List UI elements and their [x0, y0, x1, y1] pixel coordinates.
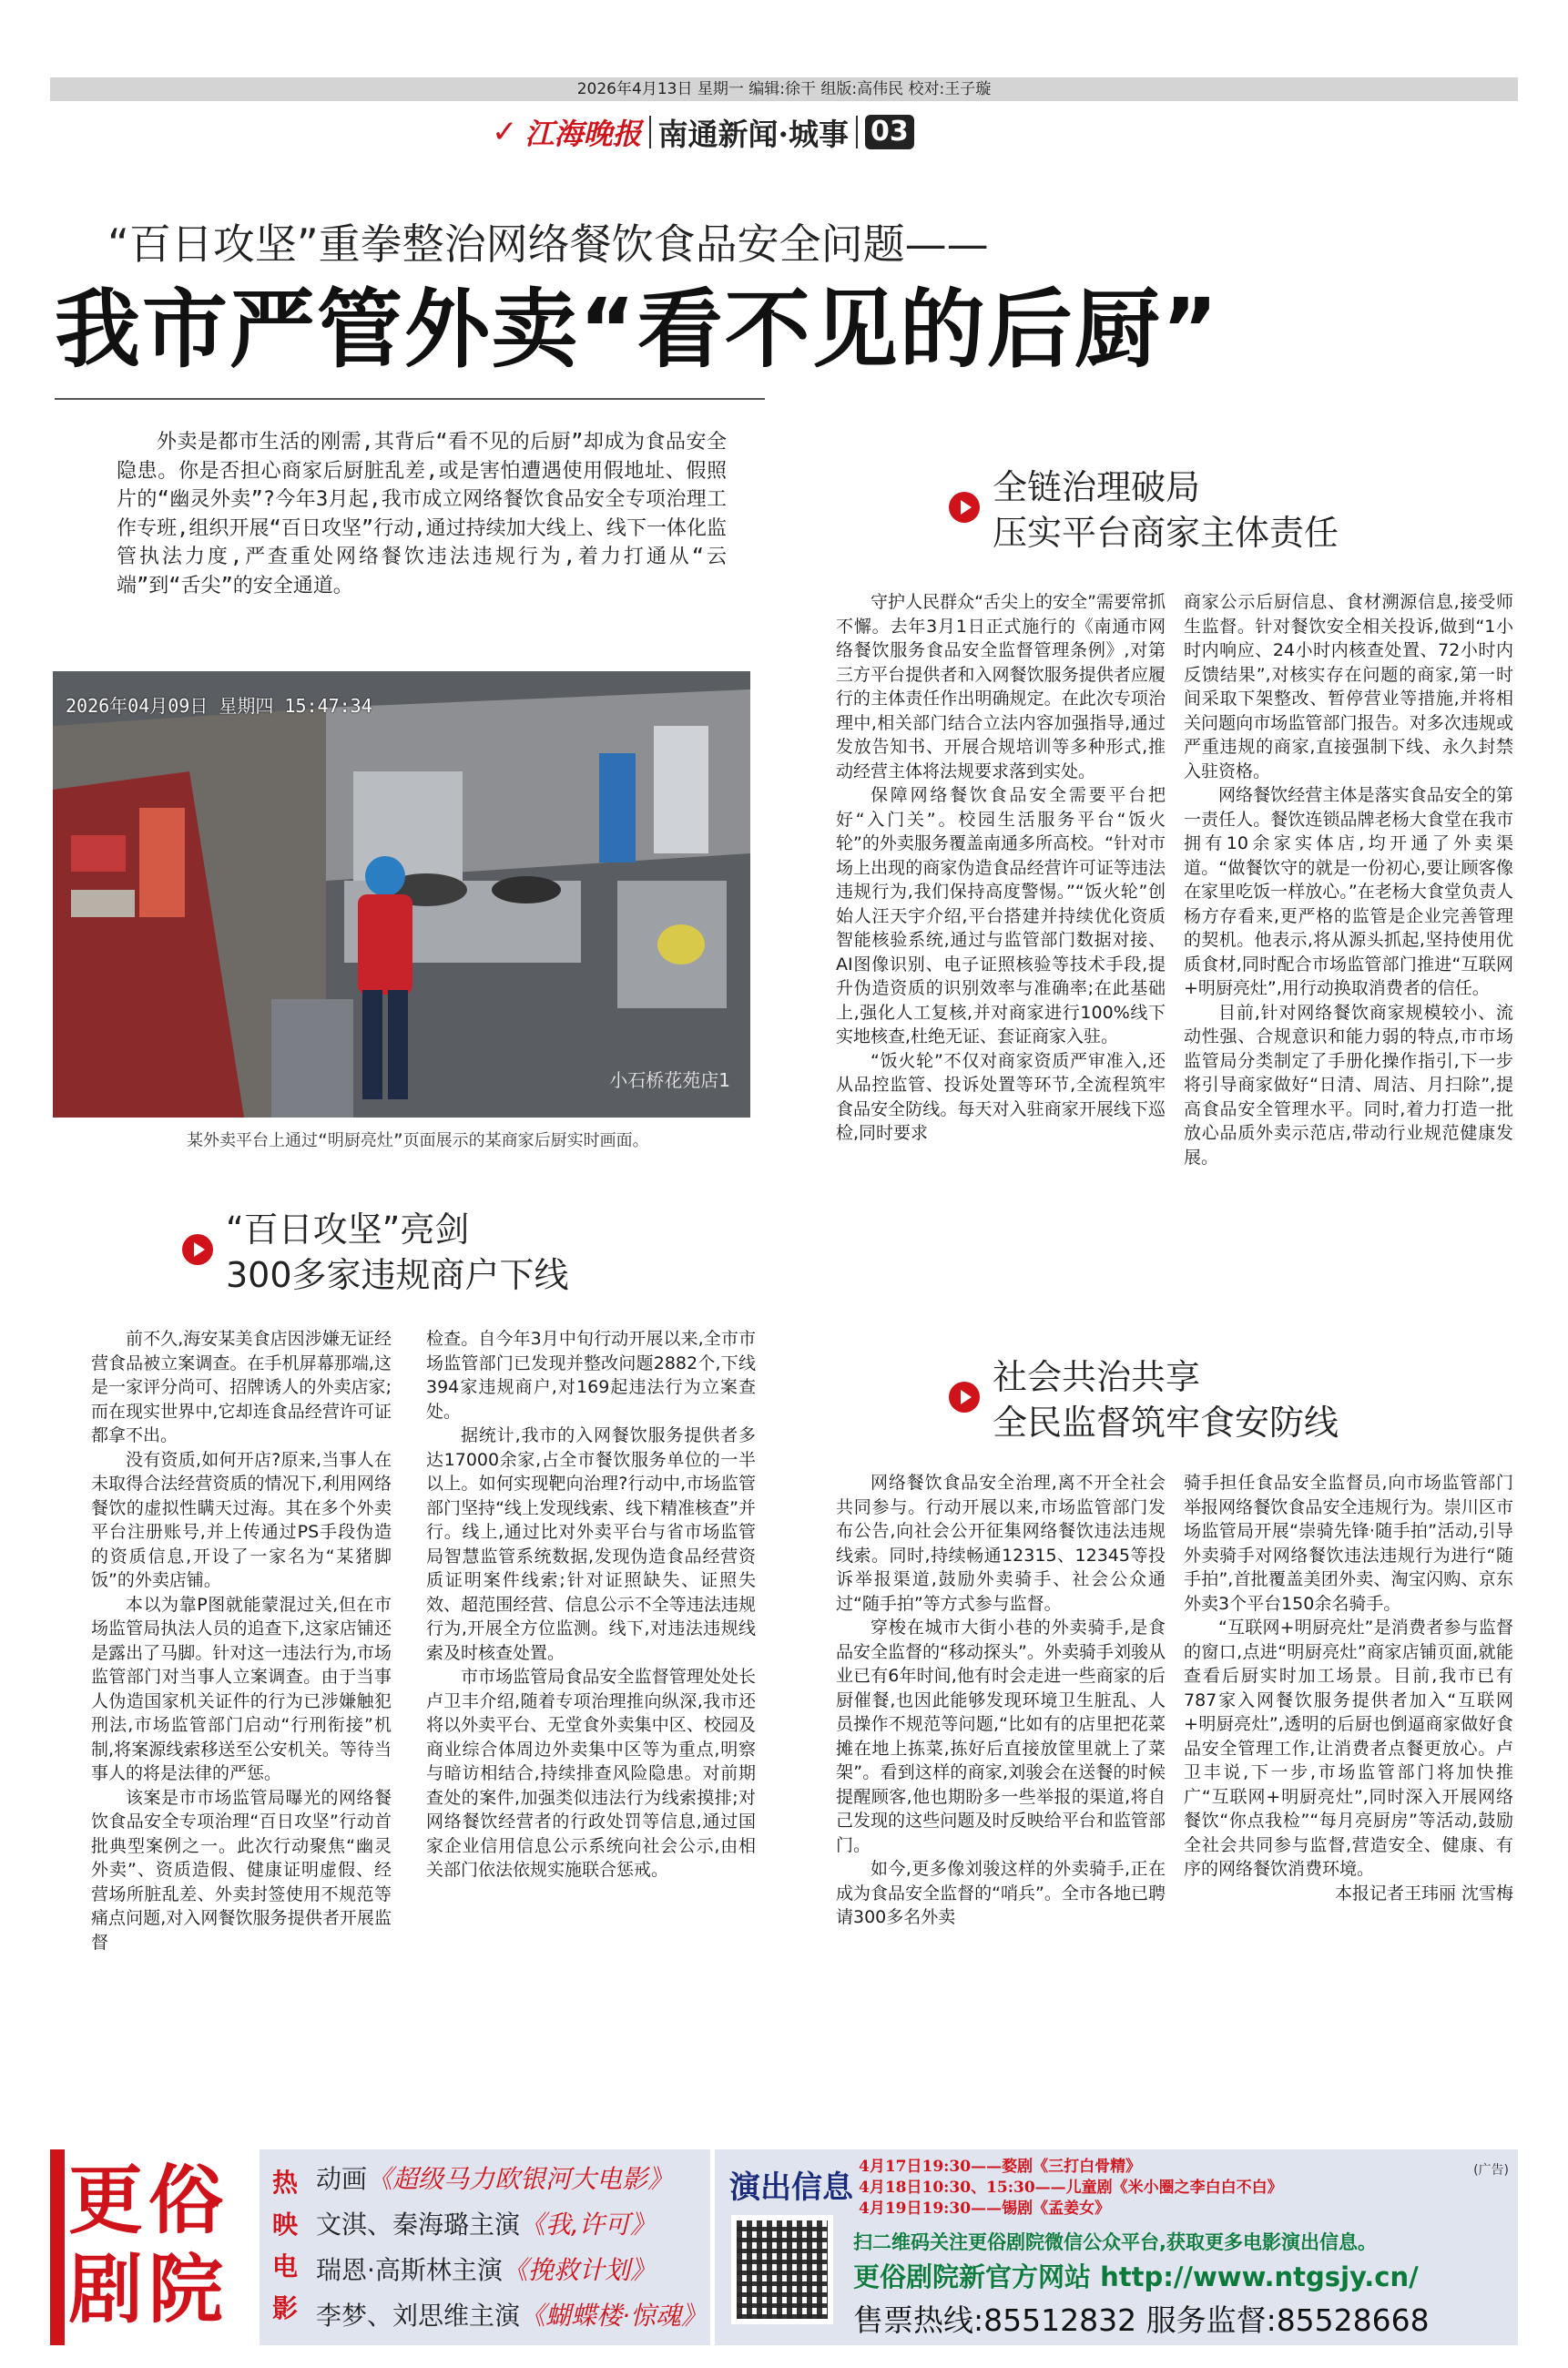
page-number: 03	[865, 115, 914, 149]
section-heading-line: 300多家违规商户下线	[226, 1255, 569, 1295]
shows-title: 演出信息	[729, 2169, 853, 2206]
paragraph: 商家公示后厨信息、食材溯源信息,接受师生监督。针对餐饮安全相关投诉,做到“1小时内响应、24小时内核查处置、72小时内反馈结果”,对核实存在问题的商家,第一时间采取下架整改、暂停营业等措施,并将相关问题向市场监管部门报告。对多次违规或严重违规的商家,直接强制下线、永久封禁入驻资格。	[1184, 592, 1513, 781]
show-list	[859, 2157, 1283, 2220]
website-line: 更俗剧院新官方网站 http://www.ntgsjy.cn/	[853, 2261, 1419, 2292]
section-heading-line: 全链治理破局	[993, 467, 1201, 507]
reporter-byline: 本报记者王玮丽 沈雪梅	[1334, 1883, 1513, 1904]
masthead	[492, 111, 914, 153]
photo-caption: 某外卖平台上通过“明厨亮灶”页面展示的某商家后厨实时画面。	[187, 1131, 649, 1150]
section-heading-text	[226, 1207, 569, 1298]
paragraph: 没有资质,如何开店?原来,当事人在未取得合法经营资质的情况下,利用网络餐饮的虚拟性瞒天过海。其在多个外卖平台注册账号,并上传通过PS手段伪造的资质信息,开设了一家名为“某猪脚饭”的外卖店铺。	[91, 1449, 392, 1590]
paragraph: 本以为靠P图就能蒙混过关,但在市场监管局执法人员的追查下,这家店铺还是露出了马脚。针对这一违法行为,市场监管部门对当事人立案调查。由于当事人伪造国家机关证件的行为已涉嫌触犯刑法,市场监管部门启动“行刑衔接”机制,将案源线索移送至公安机关。等待当事人的将是法律的严惩。	[91, 1594, 392, 1783]
theater-name-line: 更俗	[68, 2158, 229, 2244]
paragraph: 网络餐饮经营主体是落实食品安全的第一责任人。餐饮连锁品牌老杨大食堂在我市拥有10余家实体店,均开通了外卖渠道。“做餐饮守的就是一份初心,要让顾客像在家里吃饭一样放心。”在老杨大食堂负责人杨方存看来,更严格的监管是企业完善管理的契机。他表示,将从源头抓起,坚持使用优质食材,同时配合市场监管部门推进“互联网+明厨亮灶”,用行动换取消费者的信任。	[1184, 785, 1513, 998]
paragraph: 市市场监管局食品安全监督管理处处长卢卫丰介绍,随着专项治理推向纵深,我市还将以外卖平台、无堂食外卖集中区、校园及商业综合体周边外卖集中区等为重点,明察与暗访相结合,持续排查风险隐患。对前期查处的案件,加强类似违法行为线索摸排;对网络餐饮经营者的行政处罚等信息,通过国家企业信用信息公示系统向社会公示,由相关部门依法依规实施联合惩戒。	[426, 1667, 756, 1880]
movie-credit: 李梦、刘思维主演	[316, 2301, 521, 2331]
theater-name-line: 剧院	[68, 2247, 229, 2333]
wechat-notice: 扫二维码关注更俗剧院微信公众平台,获取更多电影演出信息。	[853, 2231, 1377, 2253]
date-editor-band: 2026年4月13日 星期一 编辑:徐干 组版:高伟民 校对:王子璇	[50, 77, 1518, 101]
section-heading-3	[949, 1354, 1339, 1445]
newspaper-name: 江海晚报	[524, 117, 642, 151]
paragraph: 检查。自今年3月中旬行动开展以来,全市市场监管部门已发现并整改问题2882个,下线394家违规商户,对169起违法行为立案查处。	[426, 1329, 756, 1422]
paragraph: 如今,更多像刘骏这样的外卖骑手,正在成为食品安全监督的“哨兵”。全市各地已聘请300多名外卖	[836, 1859, 1166, 1927]
paragraph: 前不久,海安某美食店因涉嫌无证经营食品被立案调查。在手机屏幕那端,这是一家评分尚可、招牌诱人的外卖店家;而在现实世界中,它却连食品经营许可证都拿不出。	[91, 1329, 392, 1445]
movie-item	[316, 2157, 707, 2202]
section-heading-line: 全民监督筑牢食安防线	[993, 1403, 1339, 1443]
section-heading-2	[182, 1207, 569, 1298]
play-arrow-icon	[182, 1234, 213, 1265]
hot-movies-tag: 热映电影	[272, 2168, 299, 2323]
movie-item	[316, 2293, 707, 2339]
masthead-divider	[649, 116, 651, 148]
section-2-column-1	[91, 1327, 392, 1955]
camera-watermark: 小石桥花苑店1	[609, 1069, 730, 1091]
camera-timestamp: 2026年04月09日 星期四 15:47:34	[66, 695, 372, 717]
show-item: 4月19日19:30——锡剧《孟姜女》	[859, 2200, 1111, 2218]
play-arrow-icon	[949, 1382, 980, 1413]
movie-title: 《蝴蝶楼·惊魂》	[520, 2301, 707, 2331]
movie-item	[316, 2202, 707, 2248]
movie-title: 《超级马力欧银河大电影》	[367, 2164, 674, 2194]
paragraph: 骑手担任食品安全监督员,向市场监管部门举报网络餐饮食品安全违规行为。崇川区市场监管局开展“崇骑先锋·随手拍”活动,引导外卖骑手对网络餐饮违法违规行为进行“随手拍”,首批覆盖美团外卖、淘宝闪购、京东外卖3个平台150余名骑手。	[1184, 1473, 1513, 1614]
shows-panel	[715, 2149, 1518, 2345]
paragraph: “互联网+明厨亮灶”是消费者参与监督的窗口,点进“明厨亮灶”商家店铺页面,就能查看后厨实时加工场景。目前,我市已有787家入网餐饮服务提供者加入“互联网+明厨亮灶”,透明的后厨也倒逼商家做好食品安全管理工作,让消费者点餐更放心。卢卫丰说,下一步,市场监管部门将加快推广“互联网+明厨亮灶”,同时深入开展网络餐饮“你点我检”“每月亮厨房”等活动,鼓励全社会共同参与监督,营造安全、健康、有序的网络餐饮消费环境。	[1184, 1618, 1513, 1879]
newspaper-logo-icon: ✓	[492, 114, 518, 150]
movie-list	[316, 2157, 707, 2339]
section-2-column-2	[426, 1327, 756, 1883]
theater-ad-banner	[50, 2149, 1518, 2345]
hotline-line: 售票热线:85512832 服务监督:85528668	[853, 2302, 1430, 2338]
movies-panel	[260, 2149, 710, 2345]
show-item: 4月17日19:30——婺剧《三打白骨精》	[859, 2158, 1142, 2176]
paragraph: 网络餐饮食品安全治理,离不开全社会共同参与。行动开展以来,市场监管部门发布公告,向社会公开征集网络餐饮违法违规线索。同时,持续畅通12315、12345等投诉举报渠道,鼓励外卖骑手、社会公众通过“随手拍”等方式参与监督。	[836, 1473, 1166, 1614]
movie-title: 《挽救计划》	[502, 2255, 656, 2285]
section-heading-text	[993, 1354, 1339, 1445]
masthead-divider	[856, 116, 858, 148]
theater-logo	[50, 2149, 255, 2345]
section-heading-text	[993, 464, 1339, 556]
section-heading-line: 社会共治共享	[993, 1357, 1201, 1397]
paragraph: 据统计,我市的入网餐饮服务提供者多达17000余家,占全市餐饮服务单位的一半以上。如何实现靶向治理?行动中,市场监管部门坚持“线上发现线索、线下精准核查”并行。线上,通过比对外卖平台与省市场监管局智慧监管系统数据,发现伪造食品经营资质证明案件线索;针对证照缺失、证照失效、超范围经营、信息公示不全等违法违规行为,开展全方位监测。线下,对违法违规线索及时核查处置。	[426, 1425, 756, 1663]
theater-name	[68, 2157, 229, 2335]
paragraph: 该案是市市场监管局曝光的网络餐饮食品安全专项治理“百日攻坚”行动首批典型案例之一。此次行动聚焦“幽灵外卖”、资质造假、健康证明虚假、经营场所脏乱差、外卖封签使用不规范等痛点问题,对入网餐饮服务提供者开展监督	[91, 1787, 392, 1953]
section-heading-line: 压实平台商家主体责任	[993, 513, 1339, 553]
lead-paragraph: 外卖是都市生活的刚需,其背后“看不见的后厨”却成为食品安全隐患。你是否担心商家后厨脏乱差,或是害怕遭遇使用假地址、假照片的“幽灵外卖”?今年3月起,我市成立网络餐饮食品安全专项治理工作专班,组织开展“百日攻坚”行动,通过持续加大线上、线下一体化监管执法力度,严查重处网络餐饮违法违规行为,着力打通从“云端”到“舌尖”的安全通道。	[117, 431, 727, 597]
paragraph: 穿梭在城市大街小巷的外卖骑手,是食品安全监督的“移动探头”。外卖骑手刘骏从业已有6年时间,他有时会走进一些商家的后厨催餐,也因此能够发现环境卫生脏乱、人员操作不规范等问题,“比如有的店里把花菜摊在地上拣菜,拣好后直接放筐里就上了菜架”。看到这样的商家,刘骏会在送餐的时候提醒顾客,他也期盼多一些举报的渠道,将自己发现的这些问题及时反映给平台和监管部门。	[836, 1618, 1166, 1855]
section-heading-line: “百日攻坚”亮剑	[226, 1210, 470, 1250]
movie-credit: 动画	[316, 2164, 368, 2194]
show-item: 4月18日10:30、15:30——儿童剧《米小圈之李白白不白》	[859, 2179, 1283, 2197]
section-3-column-2	[1184, 1471, 1513, 1905]
movie-title: 《我,许可》	[520, 2210, 656, 2240]
play-arrow-icon	[949, 492, 980, 523]
logo-bracket	[50, 2149, 65, 2345]
paragraph: 目前,针对网络餐饮商家规模较小、流动性强、合规意识和能力弱的特点,市市场监管局分类制定了手册化操作指引,下一步将引导商家做好“日清、周洁、月扫除”,提高食品安全管理水平。同时,着力打造一批放心品质外卖示范店,带动行业规范健康发展。	[1184, 1002, 1513, 1168]
movie-item	[316, 2248, 707, 2293]
section-3-column-1	[836, 1471, 1166, 1930]
headline-rule	[55, 398, 765, 400]
section-heading-1	[949, 464, 1339, 556]
section-1-column-2	[1184, 590, 1513, 1169]
main-headline: 我市严管外卖“看不见的后厨”	[55, 281, 1220, 380]
qr-code-icon	[731, 2215, 833, 2324]
section-1-column-1	[836, 590, 1166, 1146]
paragraph: 保障网络餐饮食品安全需要平台把好“入门关”。校园生活服务平台“饭火轮”的外卖服务覆盖南通多所高校。“针对市场上出现的商家伪造食品经营许可证等违法违规行为,我们保持高度警惕。”“饭火轮”创始人汪天宇介绍,平台搭建并持续优化资质智能核验系统,通过与监管部门数据对接、AI图像识别、电子证照核验等技术手段,提升伪造资质的识别效率与准确率;在此基础上,强化人工复核,并对商家进行100%线下实地核查,杜绝无证、套证商家入驻。	[836, 785, 1166, 1046]
ad-label: (广告)	[1473, 2163, 1509, 2178]
section-name: 南通新闻·城事	[657, 116, 850, 152]
kitchen-camera-photo	[53, 671, 750, 1118]
paragraph: “饭火轮”不仅对商家资质严审准入,还从品控监管、投诉处置等环节,全流程筑牢食品安全防线。每天对入驻商家开展线下巡检,同时要求	[836, 1050, 1166, 1143]
movie-credit: 瑞恩·高斯林主演	[316, 2255, 503, 2285]
headline-kicker: “百日攻坚”重拳整治网络餐饮食品安全问题——	[107, 219, 989, 269]
kitchen-scene-illustration	[53, 671, 750, 1118]
paragraph: 守护人民群众“舌尖上的安全”需要常抓不懈。去年3月1日正式施行的《南通市网络餐饮服务食品安全监督管理条例》,对第三方平台提供者和入网餐饮服务提供者应履行的主体责任作出明确规定。在此次专项治理中,相关部门结合立法内容加强指导,通过发放告知书、开展合规培训等多种形式,推动经营主体将法规要求落到实处。	[836, 592, 1166, 781]
movie-credit: 文淇、秦海璐主演	[316, 2210, 521, 2240]
